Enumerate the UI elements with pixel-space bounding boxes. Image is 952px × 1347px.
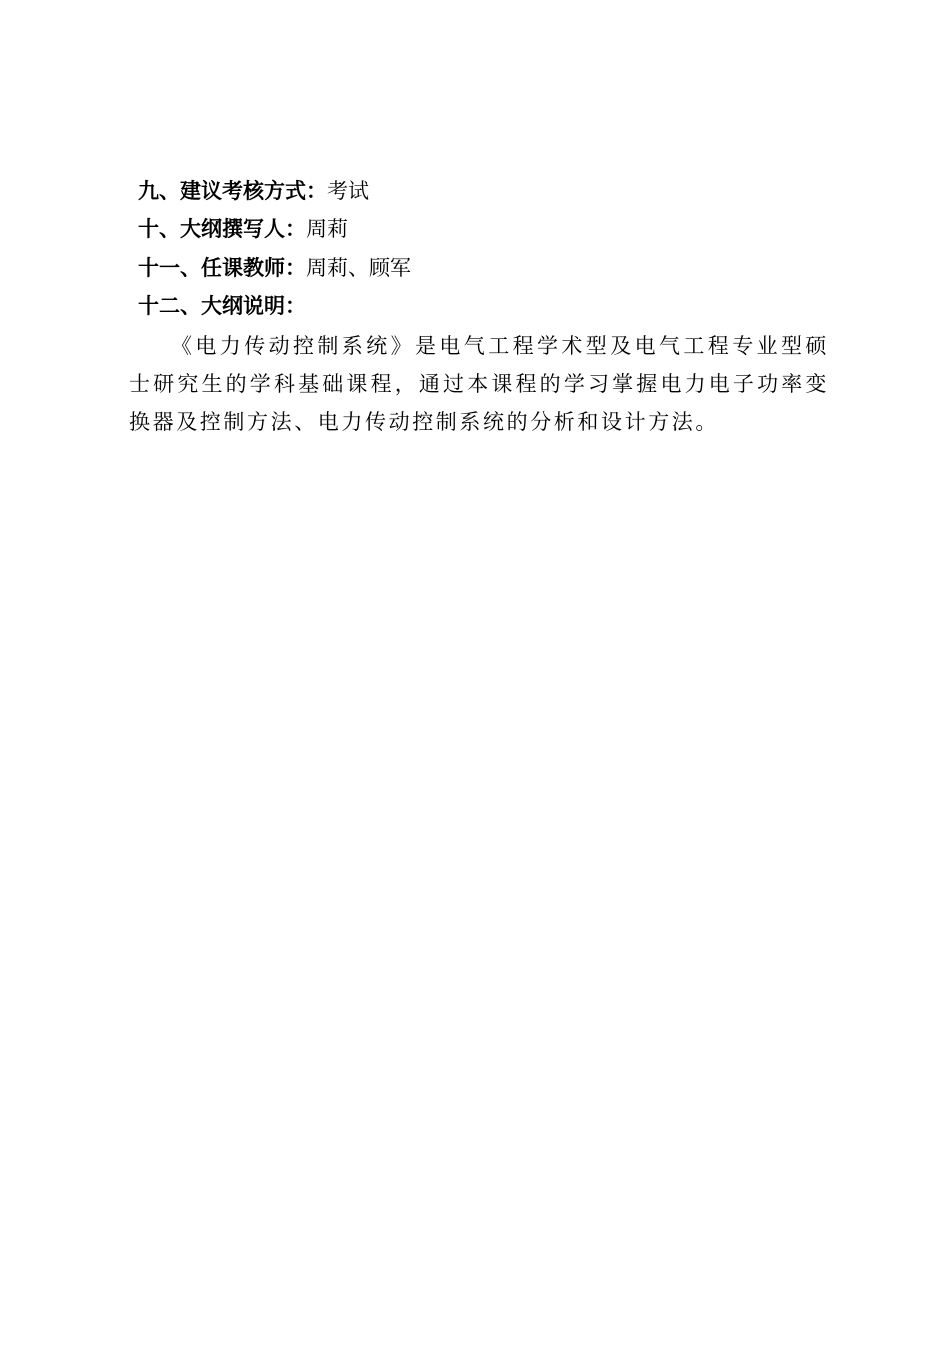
section-value: 周莉 xyxy=(306,217,348,241)
section-label: 九、建议考核方式： xyxy=(138,178,327,203)
section-label: 十一、任课教师： xyxy=(138,255,306,280)
section-description-heading xyxy=(138,293,306,319)
section-assessment xyxy=(138,178,369,204)
section-teachers xyxy=(138,255,411,281)
section-value: 周莉、顾军 xyxy=(306,256,411,280)
section-author xyxy=(138,216,348,242)
section-label: 十二、大纲说明： xyxy=(138,293,306,318)
section-value: 考试 xyxy=(327,179,369,203)
description-paragraph: 《电力传动控制系统》是电气工程学术型及电气工程专业型硕士研究生的学科基础课程，通过本课程的学习掌握电力电子功率变换器及控制方法、电力传动控制系统的分析和设计方法。 xyxy=(129,334,829,434)
section-label: 十、大纲撰写人： xyxy=(138,216,306,241)
